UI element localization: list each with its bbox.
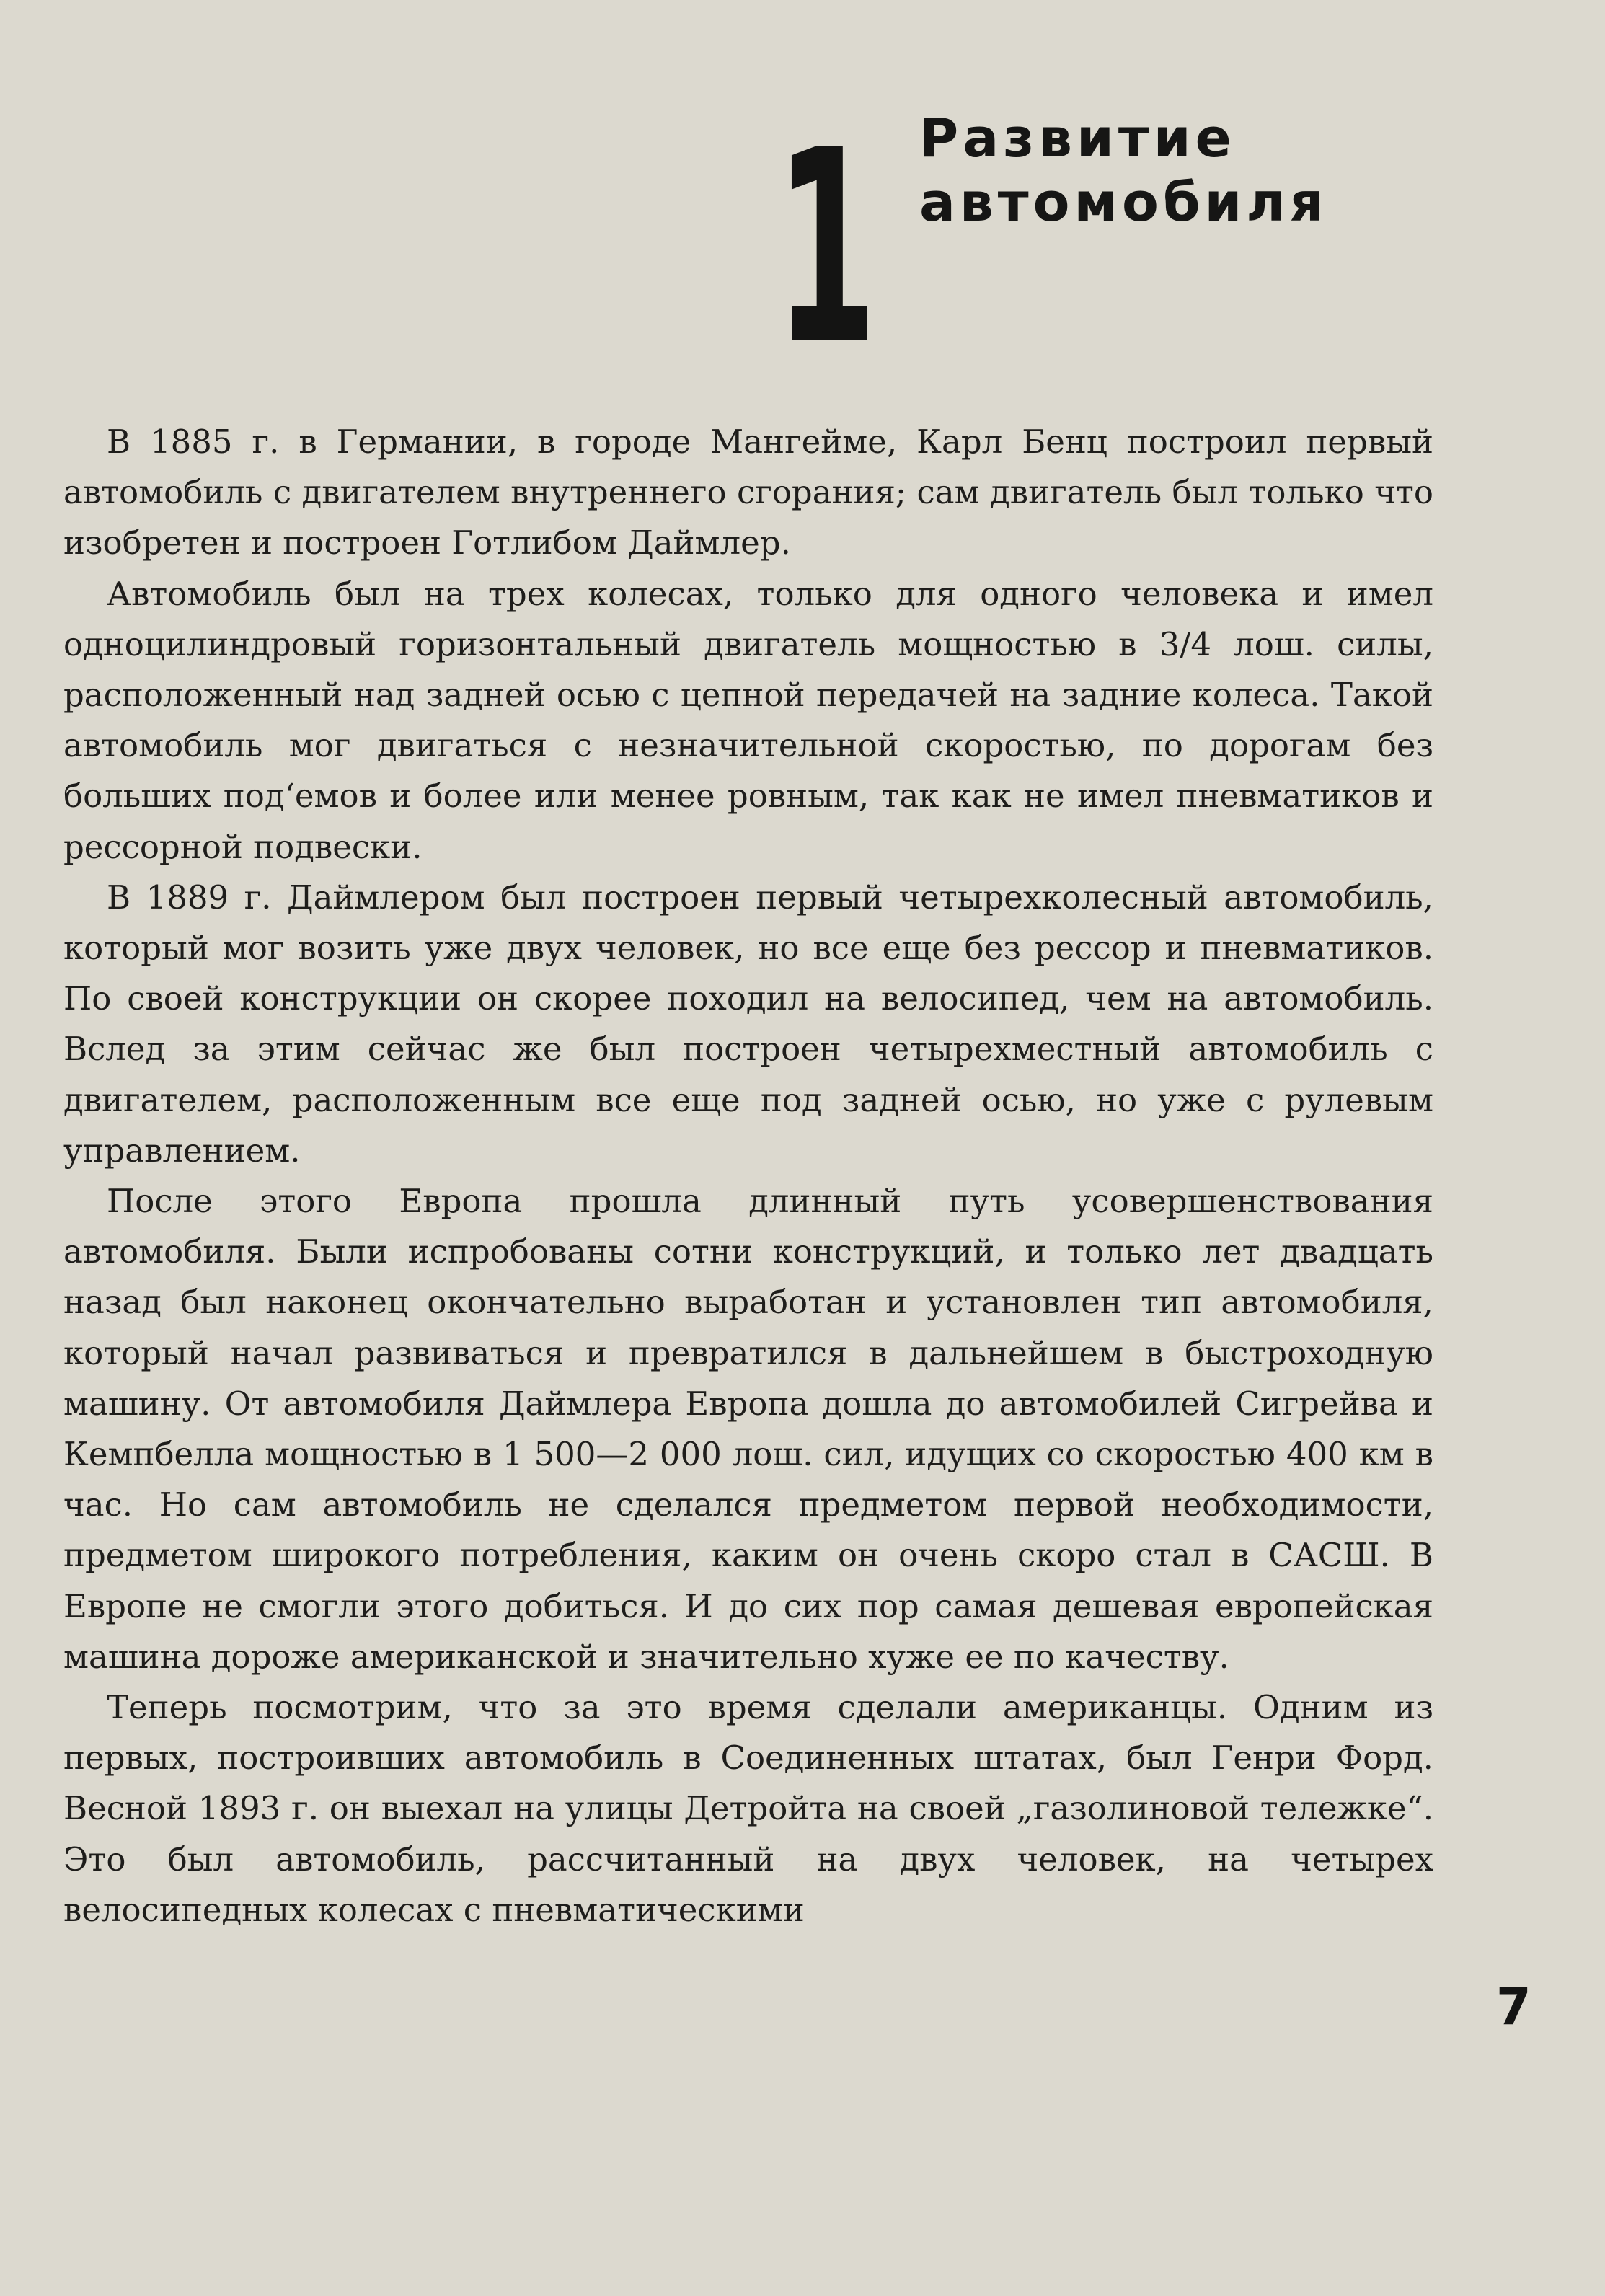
paragraph: Автомобиль был на трех колесах, только для одного человека и имел одноцилиндровый горизонтальный двигатель мощностью в 3/4 лош. силы, расположенный над задней осью с цепной передачей на задние колеса. Такой автомобиль мог двигаться с незначительной скоростью, по дорогам без больших под‘емов и более или менее ровным, так как не имел пневматиков и рессорной подвески. xyxy=(63,574,1433,866)
chapter-number: 1 xyxy=(775,94,877,404)
paragraph: Теперь посмотрим, что за это время сделали американцы. Одним из первых, построивших автомобиль в Соединенных штатах, был Генри Форд. Весной 1893 г. он выехал на улицы Детройта на своей „газолиновой тележке“. Это был автомобиль, рассчитанный на двух человек, на четырех велосипедных колесах с пневматическими xyxy=(63,1688,1433,1929)
paragraph: В 1885 г. в Германии, в городе Мангейме, Карл Бенц построил первый автомобиль с двигателем внутреннего сгорания; сам двигатель был только что изобретен и построен Готлибом Даймлер. xyxy=(63,423,1433,562)
chapter-title-line-1: Развитие xyxy=(919,107,1236,169)
page-number: 7 xyxy=(1496,1977,1531,2036)
body-text xyxy=(63,417,1433,1935)
chapter-title xyxy=(919,107,1328,235)
paragraph: В 1889 г. Даймлером был построен первый четырехколесный автомобиль, который мог возить уже двух человек, но все еще без рессор и пневматиков. По своей конструкции он скорее походил на велосипед, чем на автомобиль. Вслед за этим сейчас же был построен четырехместный автомобиль с двигателем, расположенным все еще под задней осью, но уже с рулевым управлением. xyxy=(63,878,1433,1170)
chapter-title-line-2: автомобиля xyxy=(919,171,1329,234)
paragraph: После этого Европа прошла длинный путь усовершенствования автомобиля. Были испробованы сотни конструкций, и только лет двадцать назад был наконец окончательно выработан и установлен тип автомобиля, который начал развиваться и превратился в дальнейшем в быстроходную машину. От автомобиля Даймлера Европа дошла до автомобилей Сигрейва и Кемпбелла мощностью в 1 500—2 000 лош. сил, идущих со скоростью 400 км в час. Но сам автомобиль не сделался предметом первой необходимости, предметом широкого потребления, каким он очень скоро стал в САСШ. В Европе не смогли этого добиться. И до сих пор самая дешевая европейская машина дороже американской и значительно хуже ее по качеству. xyxy=(63,1182,1433,1676)
